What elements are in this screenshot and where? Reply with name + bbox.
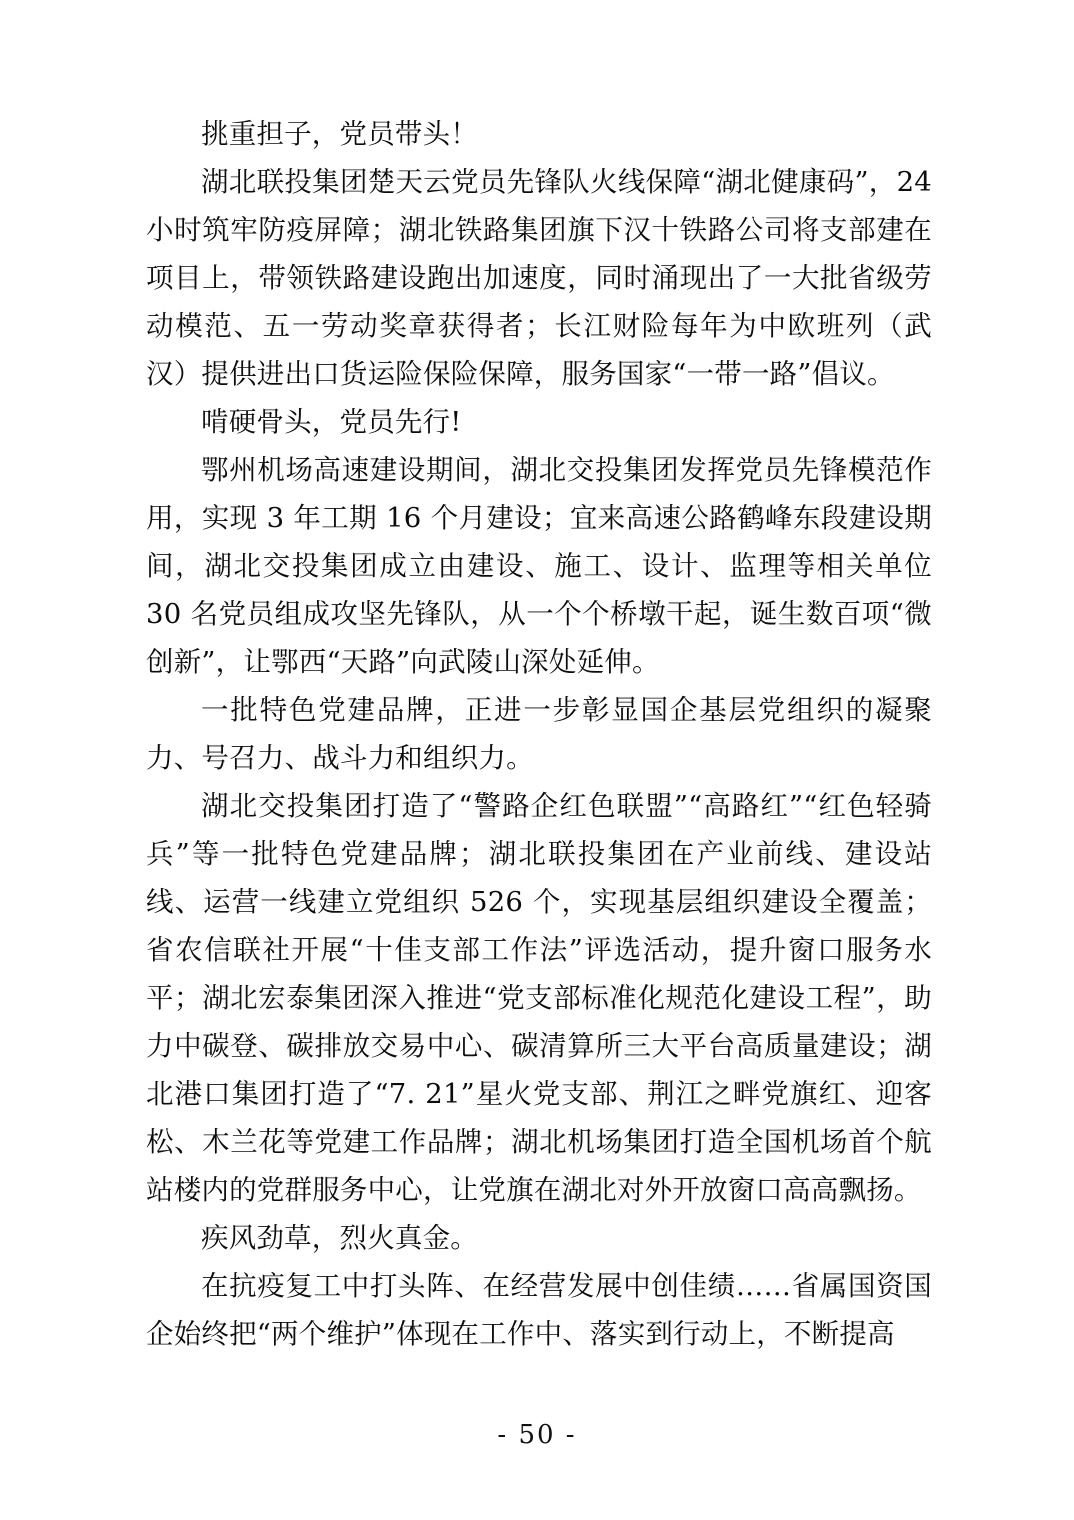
- page-number: - 50 -: [497, 1420, 577, 1450]
- paragraph-7: 疾风劲草，烈火真金。: [201, 1222, 478, 1254]
- paragraph-8: 在抗疫复工中打头阵、在经营发展中创佳绩……省属国资国企始终把“两个维护”体现在工作中、落实到行动上，不断提高: [146, 1270, 932, 1350]
- paragraph-1: 挑重担子，党员带头！: [201, 118, 478, 150]
- paragraph-6: 湖北交投集团打造了“警路企红色联盟”“高路红”“红色轻骑兵”等一批特色党建品牌；湖北联投集团在产业前线、建设站线、运营一线建立党组织 526 个，实现基层组织建设全覆盖；省农信联社开展“十佳支部工作法”评选活动，提升窗口服务水平；湖北宏泰集团深入推进“党支部标准化规范化建设工程”，助力中碳登、碳排放交易中心、碳清算所三大平台高质量建设；湖北港口集团打造了“7. 21”星火党支部、荆江之畔党旗红、迎客松、木兰花等党建工作品牌；湖北机场集团打造全国机场首个航站楼内的党群服务中心，让党旗在湖北对外开放窗口高高飘扬。: [146, 790, 932, 1206]
- paragraph-4: 鄂州机场高速建设期间，湖北交投集团发挥党员先锋模范作用，实现 3 年工期 16 个月建设；宜来高速公路鹤峰东段建设期间，湖北交投集团成立由建设、施工、设计、监理等相关单位 30 名党员组成攻坚先锋队，从一个个桥墩干起，诞生数百项“微创新”，让鄂西“天路”向武陵山深处延伸。: [146, 454, 932, 678]
- paragraph-2: 湖北联投集团楚天云党员先锋队火线保障“湖北健康码”，24 小时筑牢防疫屏障；湖北铁路集团旗下汉十铁路公司将支部建在项目上，带领铁路建设跑出加速度，同时涌现出了一大批省级劳动模范、五一劳动奖章获得者；长江财险每年为中欧班列（武汉）提供进出口货运险保险保障，服务国家“一带一路”倡议。: [146, 166, 932, 390]
- paragraph-5: 一批特色党建品牌，正进一步彰显国企基层党组织的凝聚力、号召力、战斗力和组织力。: [146, 694, 932, 774]
- page-body: [146, 110, 932, 1358]
- paragraph-3: 啃硬骨头，党员先行!: [201, 406, 462, 438]
